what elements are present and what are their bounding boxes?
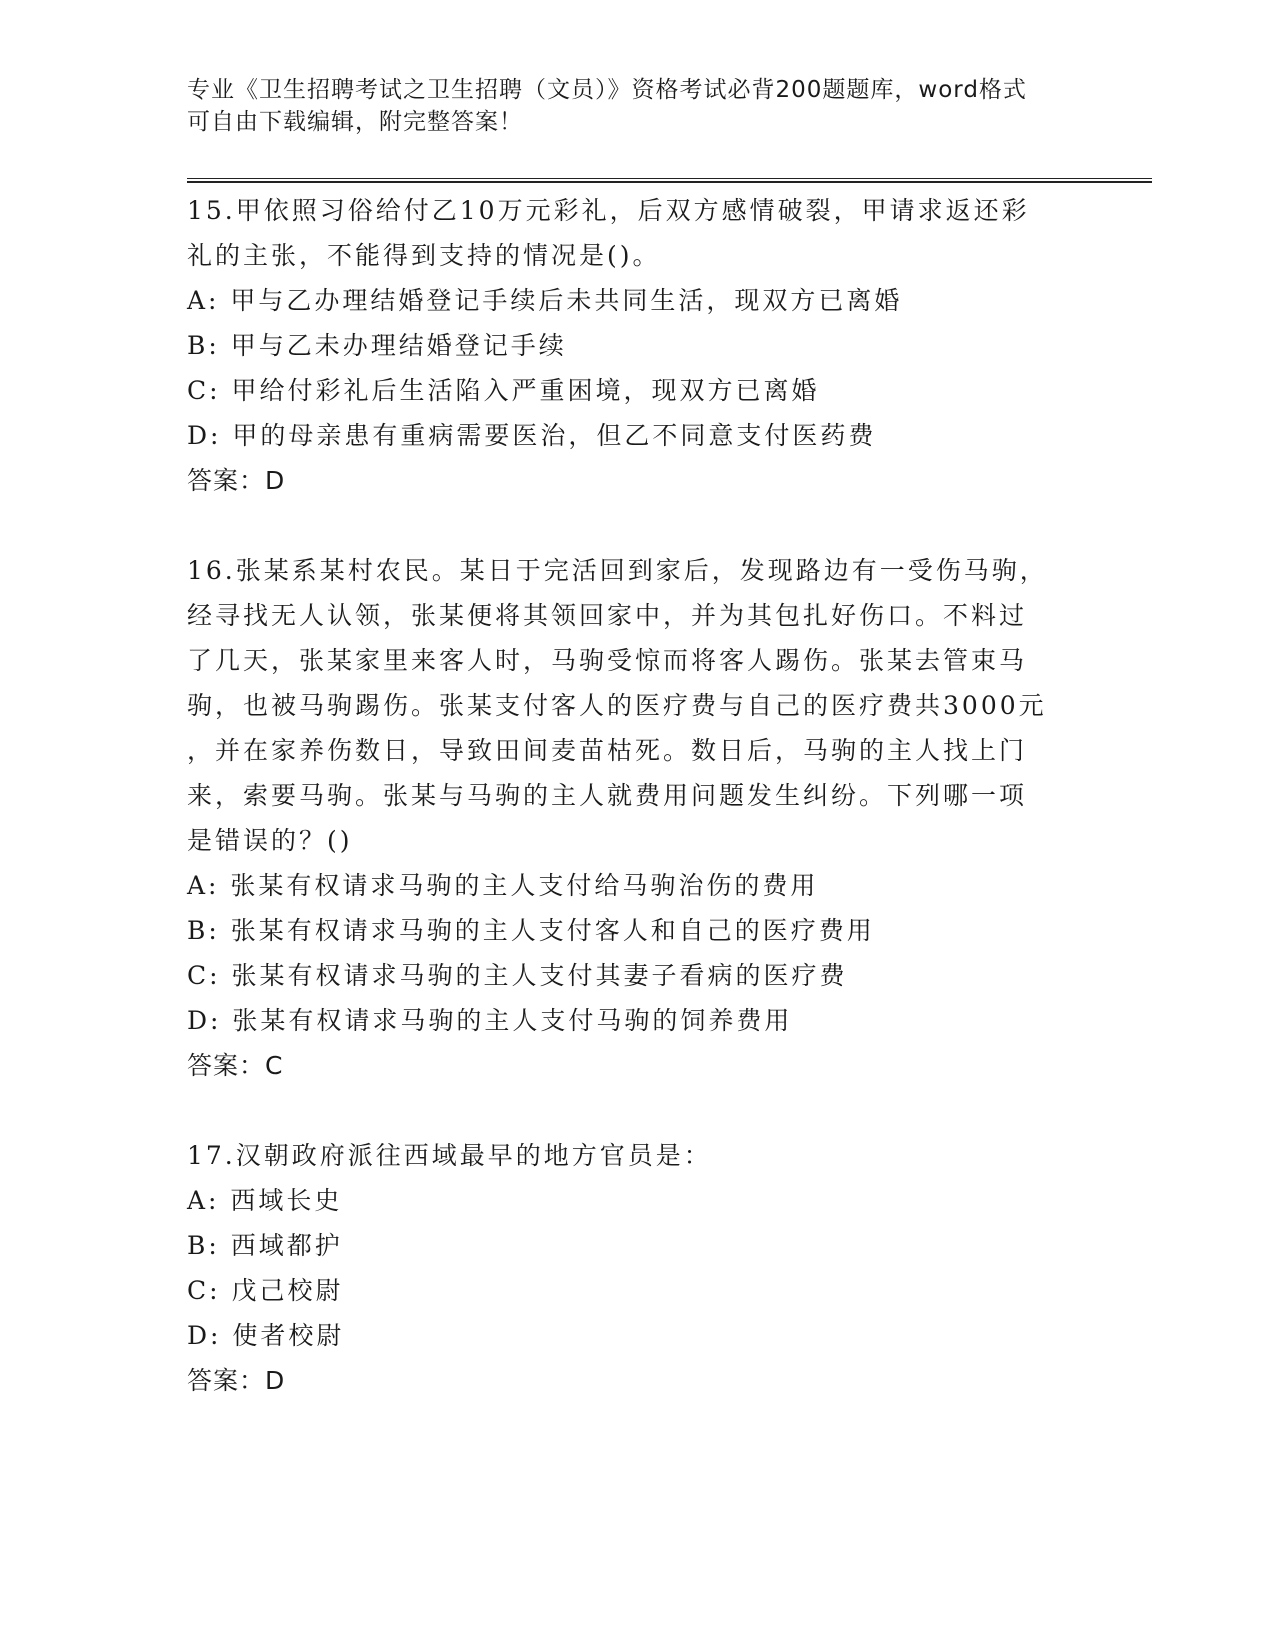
- question-16: [187, 548, 1087, 1088]
- answer-line: 答案：C: [187, 1051, 284, 1080]
- question-stem-line: 了几天，张某家里来客人时，马驹受惊而将客人踢伤。张某去管束马: [187, 646, 1028, 675]
- question-spacer: [187, 503, 1087, 548]
- question-17: [187, 1133, 1087, 1403]
- question-stem-line: 15.甲依照习俗给付乙10万元彩礼，后双方感情破裂，甲请求返还彩: [187, 196, 1030, 225]
- option-b: B: 甲与乙未办理结婚登记手续: [187, 331, 567, 360]
- question-stem-line: ，并在家养伤数日，导致田间麦苗枯死。数日后，马驹的主人找上门: [187, 736, 1028, 765]
- option-d: D: 甲的母亲患有重病需要医治，但乙不同意支付医药费: [187, 421, 877, 450]
- option-b: B: 张某有权请求马驹的主人支付客人和自己的医疗费用: [187, 916, 875, 945]
- header-line-2: 可自由下载编辑，附完整答案！: [187, 109, 523, 135]
- question-spacer: [187, 1088, 1087, 1133]
- option-b: B: 西域都护: [187, 1231, 343, 1260]
- option-a: A: 张某有权请求马驹的主人支付给马驹治伤的费用: [187, 871, 819, 900]
- option-a: A: 甲与乙办理结婚登记手续后未共同生活，现双方已离婚: [187, 286, 903, 315]
- option-c: C: 张某有权请求马驹的主人支付其妻子看病的医疗费: [187, 961, 848, 990]
- question-stem-line: 16.张某系某村农民。某日于完活回到家后，发现路边有一受伤马驹，: [187, 556, 1048, 585]
- question-stem-line: 礼的主张，不能得到支持的情况是()。: [187, 241, 661, 270]
- option-d: D: 使者校尉: [187, 1321, 345, 1350]
- header-divider: [187, 178, 1152, 183]
- answer-line: 答案：D: [187, 466, 286, 495]
- question-stem-line: 来，索要马驹。张某与马驹的主人就费用问题发生纠纷。下列哪一项: [187, 781, 1028, 810]
- header-line-1: 专业《卫生招聘考试之卫生招聘（文员）》资格考试必背200题题库，word格式: [187, 77, 1027, 103]
- option-c: C: 戊己校尉: [187, 1276, 344, 1305]
- answer-line: 答案：D: [187, 1366, 286, 1395]
- question-stem-line: 是错误的？(): [187, 826, 353, 855]
- option-d: D: 张某有权请求马驹的主人支付马驹的饲养费用: [187, 1006, 793, 1035]
- question-15: [187, 188, 1087, 503]
- option-c: C: 甲给付彩礼后生活陷入严重困境，现双方已离婚: [187, 376, 820, 405]
- document-header: [187, 74, 1067, 138]
- option-a: A: 西域长史: [187, 1186, 343, 1215]
- question-stem-line: 驹，也被马驹踢伤。张某支付客人的医疗费与自己的医疗费共3000元: [187, 691, 1047, 720]
- question-list: [187, 188, 1087, 1403]
- question-stem-line: 经寻找无人认领，张某便将其领回家中，并为其包扎好伤口。不料过: [187, 601, 1028, 630]
- question-stem-line: 17.汉朝政府派往西域最早的地方官员是：: [187, 1141, 712, 1170]
